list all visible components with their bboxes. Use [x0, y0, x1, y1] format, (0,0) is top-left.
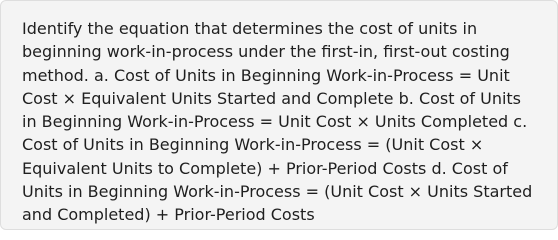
question-text: Identify the equation that determines the cost of units in beginning work-in-process under the first-in, first-out costing method. a. Cost of Units in Beginning Work-in-Process = Unit Cost × Equivalent Units Started and Complete b. Cost of Units in Beginning Work-in-Process = Unit Cost × Units Completed c. Cost of Units in Beginning Work-in-Process = (Unit Cost × Equivalent Units to Complete) + Prior-Period Costs d. Cost of Units in Beginning Work-in-Process = (Unit Cost × Units Started and Completed) + Prior-Period Costs — [22, 19, 533, 225]
